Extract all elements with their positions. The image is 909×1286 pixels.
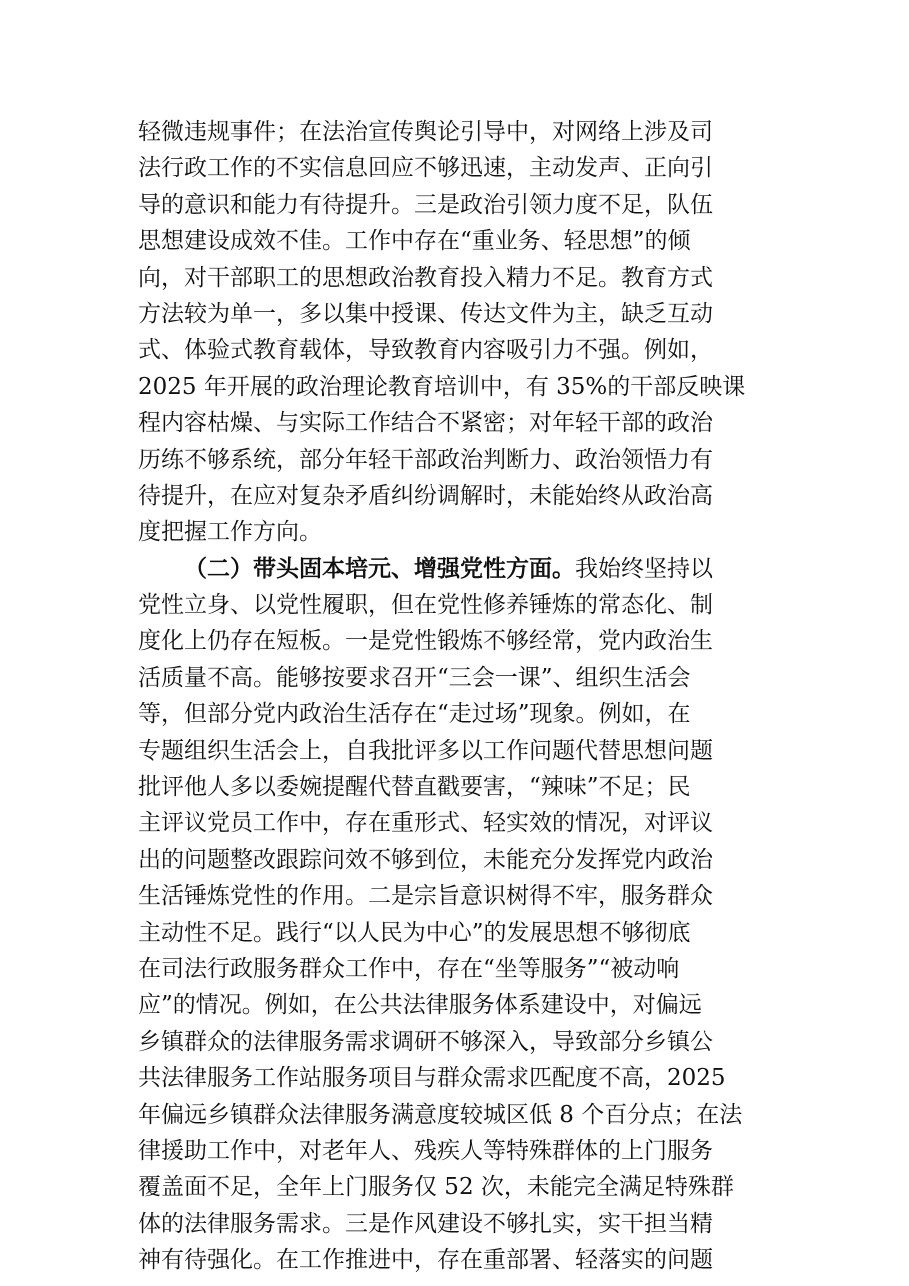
text-line: 等，但部分党内政治生活存在“走过场”现象。例如，在 — [138, 701, 691, 728]
text-line: 年偏远乡镇群众法律服务满意度较城区低 8 个百分点；在法 — [138, 1101, 743, 1128]
text-line: 度化上仍存在短板。一是党性锻炼不够经常，党内政治生 — [138, 628, 713, 655]
text-line: 主动性不足。践行“以人民为中心”的发展思想不够彻底 — [138, 919, 691, 946]
text-line: 出的问题整改跟踪问效不够到位，未能充分发挥党内政治 — [138, 846, 713, 873]
text-line: 思想建设成效不佳。工作中存在“重业务、轻思想”的倾 — [138, 228, 691, 255]
text-line: 专题组织生活会上，自我批评多以工作问题代替思想问题 — [138, 737, 713, 764]
text-line: 历练不够系统，部分年轻干部政治判断力、政治领悟力有 — [138, 446, 713, 473]
text-line: 法行政工作的不实信息回应不够迅速，主动发声、正向引 — [138, 155, 713, 182]
text-line: 神有待强化。在工作推进中，存在重部署、轻落实的问题 — [138, 1247, 713, 1274]
text-line: 程内容枯燥、与实际工作结合不紧密；对年轻干部的政治 — [138, 410, 713, 437]
text-line: 度把握工作方向。 — [138, 519, 322, 546]
text-line: 共法律服务工作站服务项目与群众需求匹配度不高，2025 — [138, 1065, 726, 1092]
section-heading: （二）带头固本培元、增强党性方面。 — [184, 554, 575, 582]
text-line: 式、体验式教育载体，导致教育内容吸引力不强。例如， — [138, 337, 713, 364]
text-line: 方法较为单一，多以集中授课、传达文件为主，缺乏互动 — [138, 300, 713, 327]
text-line: 生活锤炼党性的作用。二是宗旨意识树得不牢，服务群众 — [138, 883, 713, 910]
text-line: 应”的情况。例如，在公共法律服务体系建设中，对偏远 — [138, 992, 702, 1019]
text-line: 活质量不高。能够按要求召开“三会一课”、组织生活会 — [138, 664, 691, 691]
text-line: 轻微违规事件；在法治宣传舆论引导中，对网络上涉及司 — [138, 119, 713, 145]
text-line: 律援助工作中，对老年人、残疾人等特殊群体的上门服务 — [138, 1137, 713, 1164]
text-line: 体的法律服务需求。三是作风建设不够扎实，实干担当精 — [138, 1210, 713, 1237]
section-heading-line — [138, 551, 778, 587]
text-line: 待提升，在应对复杂矛盾纠纷调解时，未能始终从政治高 — [138, 482, 713, 509]
text-line: 在司法行政服务群众工作中，存在“坐等服务”“被动响 — [138, 955, 680, 982]
text-line: 覆盖面不足，全年上门服务仅 52 次，未能完全满足特殊群 — [138, 1174, 734, 1201]
text-line: 主评议党员工作中，存在重形式、轻实效的情况，对评议 — [138, 810, 713, 837]
section-heading-rest: 我始终坚持以 — [575, 555, 713, 582]
text-line: 乡镇群众的法律服务需求调研不够深入，导致部分乡镇公 — [138, 1028, 713, 1055]
text-line: 2025 年开展的政治理论教育培训中，有 35%的干部反映课 — [138, 373, 746, 400]
document-body — [138, 114, 778, 1279]
text-line: 向，对干部职工的思想政治教育投入精力不足。教育方式 — [138, 264, 713, 291]
text-line: 批评他人多以委婉提醒代替直戳要害，“辣味”不足；民 — [138, 774, 691, 801]
text-line: 党性立身、以党性履职，但在党性修养锤炼的常态化、制 — [138, 592, 713, 619]
text-line: 导的意识和能力有待提升。三是政治引领力度不足，队伍 — [138, 191, 713, 218]
